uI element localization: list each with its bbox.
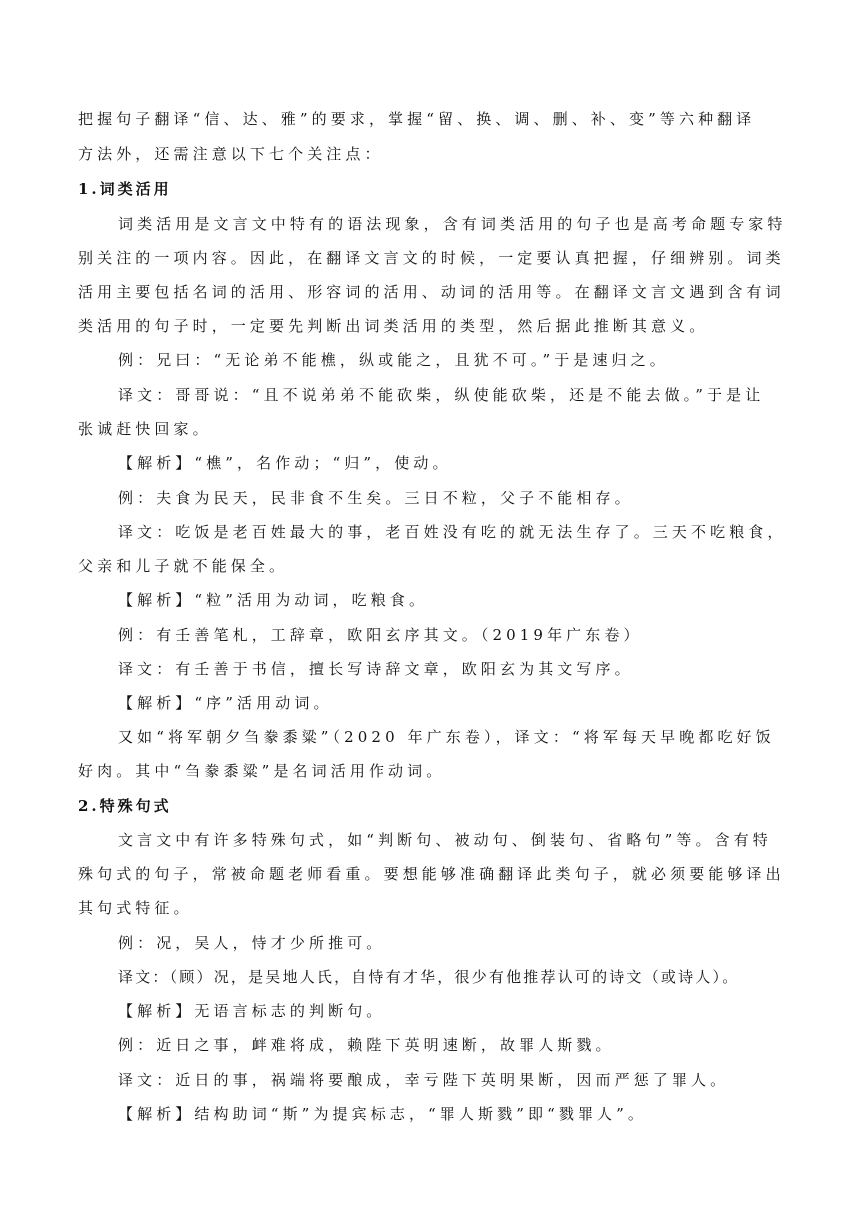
analysis-line: 【解析】无语言标志的判断句。 xyxy=(118,1002,386,1020)
analysis-line: 【解析】“序”活用动词。 xyxy=(118,694,333,712)
text-line: 文言文中有许多特殊句式，如“判断句、被动句、倒装句、省略句”等。含有特 xyxy=(118,831,772,849)
text-line: 活用主要包括名词的活用、形容词的活用、动词的活用等。在翻译文言文遇到含有词 xyxy=(78,283,785,301)
translation-line: 译文：哥哥说：“且不说弟弟不能砍柴，纵使能砍柴，还是不能去做。”于是让 xyxy=(118,386,765,404)
example-line: 例：况，吴人，恃才少所推可。 xyxy=(118,934,386,952)
translation-line: 译文：吃饭是老百姓最大的事，老百姓没有吃的就无法生存了。三天不吃粮食， xyxy=(118,523,787,541)
section-heading: 2.特殊句式 xyxy=(78,797,172,815)
translation-line: 译文：近日的事，祸端将要酿成，幸亏陛下英明果断，因而严惩了罪人。 xyxy=(118,1071,730,1089)
analysis-line: 【解析】结构助词“斯”为提宾标志，“罪人斯戮”即“戮罪人”。 xyxy=(118,1105,648,1123)
text-line: 类活用的句子时，一定要先判断出词类活用的类型，然后据此推断其意义。 xyxy=(78,317,709,335)
text-line: 好肉。其中“刍豢黍粱”是名词活用作动词。 xyxy=(78,762,446,780)
translation-line: 译文：有壬善于书信，擅长写诗辞文章，欧阳玄为其文写序。 xyxy=(118,660,634,678)
example-line: 例：夫食为民天，民非食不生矣。三日不粒，父子不能相存。 xyxy=(118,489,634,507)
example-line: 例：兄曰：“无论弟不能樵，纵或能之，且犹不可。”于是速归之。 xyxy=(118,351,669,369)
section-heading: 1.词类活用 xyxy=(78,180,172,198)
text-line: 父亲和儿子就不能保全。 xyxy=(78,557,289,575)
analysis-line: 【解析】“樵”，名作动；“归”，使动。 xyxy=(118,454,452,472)
text-line: 张诚赶快回家。 xyxy=(78,420,212,438)
analysis-line: 【解析】“粒”活用为动词，吃粮食。 xyxy=(118,591,429,609)
text-line: 词类活用是文言文中特有的语法现象，含有词类活用的句子也是高考命题专家特 xyxy=(118,215,787,233)
example-line: 例：有壬善笔札，工辞章，欧阳玄序其文。（2019年广东卷） xyxy=(118,626,643,644)
text-line: 殊句式的句子，常被命题老师看重。要想能够准确翻译此类句子，就必须要能够译出 xyxy=(78,865,785,883)
text-line: 把握句子翻译“信、达、雅”的要求，掌握“留、换、调、删、补、变”等六种翻译 xyxy=(78,110,756,128)
text-line: 方法外，还需注意以下七个关注点： xyxy=(78,145,384,163)
text-line: 又如“将军朝夕刍豢黍粱”（2020 年广东卷），译文：“将军每天早晚都吃好饭 xyxy=(118,728,775,746)
text-line: 其句式特征。 xyxy=(78,899,193,917)
translation-line: 译文：（顾）况，是吴地人氏，自恃有才华，很少有他推荐认可的诗文（或诗人）。 xyxy=(118,968,740,986)
example-line: 例：近日之事，衅难将成，赖陛下英明速断，故罪人斯戮。 xyxy=(118,1036,615,1054)
text-line: 别关注的一项内容。因此，在翻译文言文的时候，一定要认真把握，仔细辨别。词类 xyxy=(78,249,785,267)
